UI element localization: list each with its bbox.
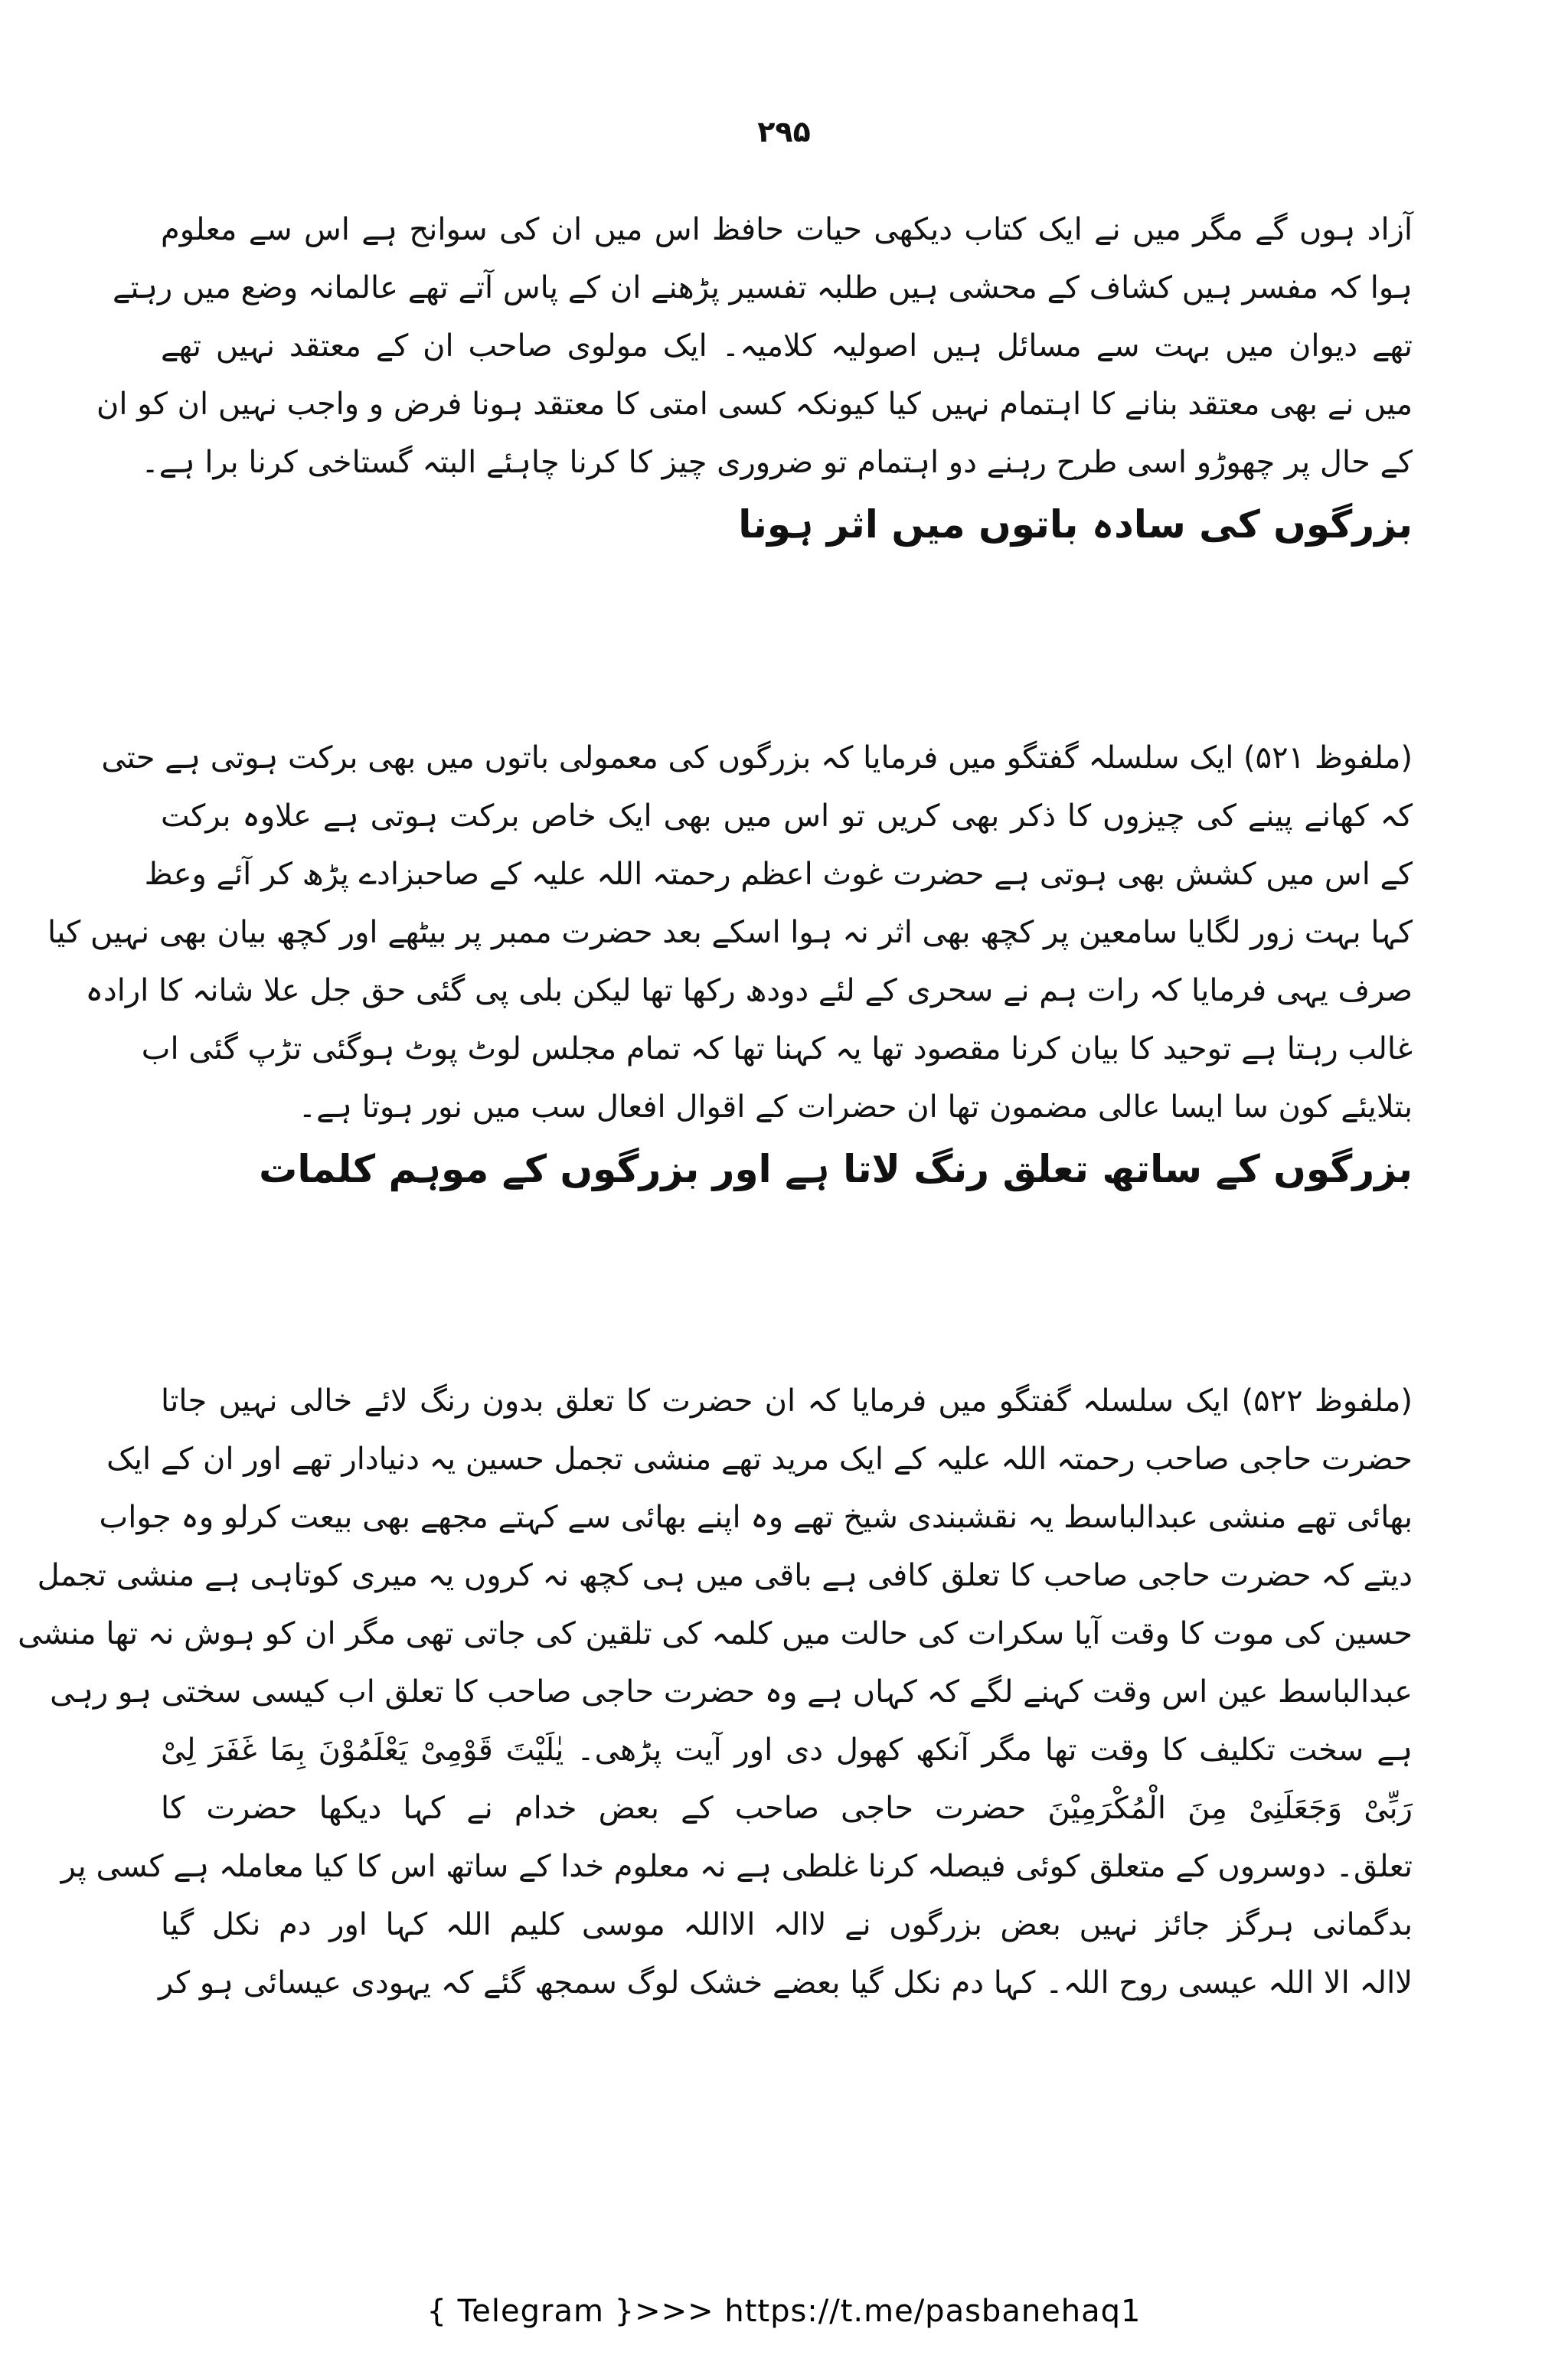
text-line: بھائی تھے منشی عبدالباسط یہ نقشبندی شیخ تھے وہ اپنے بھائی سے کہتے مجھے بھی بیعت کرلو وہ جواب — [99, 1500, 1413, 1535]
text-line: کے اس میں کشش بھی ہوتی ہے حضرت غوث اعظم رحمتہ اللہ علیہ کے صاحبزادے پڑھ کر آئے وعظ — [144, 857, 1413, 892]
text-line: کے حال پر چھوڑو اسی طرح رہنے دو اہتمام تو ضروری چیز کا کرنا چاہئے البتہ گستاخی کرنا برا ہے۔ — [141, 445, 1413, 480]
text-line: کہ کھانے پینے کی چیزوں کا ذکر بھی کریں تو اس میں بھی ایک خاص برکت ہوتی ہے علاوہ برکت — [161, 799, 1413, 834]
section-heading: بزرگوں کی سادہ باتوں میں اثر ہونا — [738, 502, 1413, 547]
text-line: میں نے بھی معتقد بنانے کا اہتمام نہیں کیا کیونکہ کسی امتی کا معتقد ہونا فرض و واجب نہیں ان کو ان — [96, 387, 1413, 422]
text-line: (ملفوظ ۵۲۲) ایک سلسلہ گفتگو میں فرمایا کہ ان حضرت کا تعلق بدون رنگ لائے خالی نہیں جاتا — [161, 1383, 1413, 1419]
text-line: لاالہ الا اللہ عیسی روح اللہ۔ کہا دم نکل گیا بعضے خشک لوگ سمجھ گئے کہ یہودی عیسائی ہو کر — [158, 1965, 1413, 2001]
text-line: بتلایئے کون سا ایسا عالی مضمون تھا ان حضرات کے اقوال افعال سب میں نور ہوتا ہے۔ — [298, 1089, 1413, 1125]
text-line: ہوا کہ مفسر ہیں کشاف کے محشی ہیں طلبہ تفسیر پڑھنے ان کے پاس آتے تھے عالمانہ وضع میں رہتے — [112, 270, 1413, 305]
section-heading: بزرگوں کے ساتھ تعلق رنگ لاتا ہے اور بزرگوں کے موہم کلمات — [259, 1147, 1413, 1191]
text-line: حسین کی موت کا وقت آیا سکرات کی حالت میں کلمہ کی تلقین کی جاتی تھی مگر ان کو ہوش نہ تھا منشی — [18, 1616, 1413, 1651]
telegram-link[interactable]: { Telegram }>>> https://t.me/pasbanehaq1 — [426, 2294, 1142, 2329]
text-line: عبدالباسط عین اس وقت کہنے لگے کہ کہاں ہے وہ حضرت حاجی صاحب کا تعلق اب کیسی سختی ہو رہی — [50, 1674, 1413, 1710]
text-line: صرف یہی فرمایا کہ رات ہم نے سحری کے لئے دودھ رکھا تھا لیکن بلی پی گئی حق جل علا شانہ کا ارادہ — [85, 973, 1413, 1008]
text-line: آزاد ہوں گے مگر میں نے ایک کتاب دیکھی حیات حافظ اس میں ان کی سوانح ہے اس سے معلوم — [161, 212, 1413, 247]
text-line: حضرت حاجی صاحب رحمتہ اللہ علیہ کے ایک مرید تھے منشی تجمل حسین یہ دنیادار تھے اور ان کے ایک — [106, 1442, 1413, 1477]
text-line: تھے دیوان میں بہت سے مسائل ہیں اصولیہ کلامیہ۔ ایک مولوی صاحب ان کے معتقد نہیں تھے — [161, 328, 1413, 364]
text-line: (ملفوظ ۵۲۱) ایک سلسلہ گفتگو میں فرمایا کہ بزرگوں کی معمولی باتوں میں بھی برکت ہوتی ہے حتی — [101, 740, 1413, 776]
text-line: دیتے کہ حضرت حاجی صاحب کا تعلق کافی ہے باقی میں ہی کچھ نہ کروں یہ میری کوتاہی ہے منشی تجمل — [37, 1558, 1413, 1593]
text-line: بدگمانی ہرگز جائز نہیں بعض بزرگوں نے لاالہ الااللہ موسی کلیم اللہ کہا اور دم نکل گیا — [161, 1907, 1413, 1942]
page-number: ۲۹۵ — [757, 115, 811, 149]
text-line: تعلق۔ دوسروں کے متعلق کوئی فیصلہ کرنا غلطی ہے نہ معلوم خدا کے ساتھ اس کا کیا معاملہ ہے کسی پر — [60, 1849, 1413, 1884]
text-line: رَبِّیْ وَجَعَلَنِیْ مِنَ الْمُکْرَمِیْنَ حضرت حاجی صاحب کے بعض خدام نے کہا دیکھا حضرت کا — [161, 1791, 1413, 1826]
text-line: ہے سخت تکلیف کا وقت تھا مگر آنکھ کھول دی اور آیت پڑھی۔ یٰلَیْتَ قَوْمِیْ یَعْلَمُوْنَ بِمَا غَفَرَ لِیْ — [161, 1733, 1413, 1768]
text-line: کہا بہت زور لگایا سامعین پر کچھ بھی اثر نہ ہوا اسکے بعد حضرت ممبر پر بیٹھے اور کچھ بیان بھی نہیں کیا — [47, 915, 1413, 950]
text-line: غالب رہتا ہے توحید کا بیان کرنا مقصود تھا یہ کہنا تھا کہ تمام مجلس لوٹ پوٹ ہوگئی تڑپ گئی اب — [141, 1031, 1413, 1066]
